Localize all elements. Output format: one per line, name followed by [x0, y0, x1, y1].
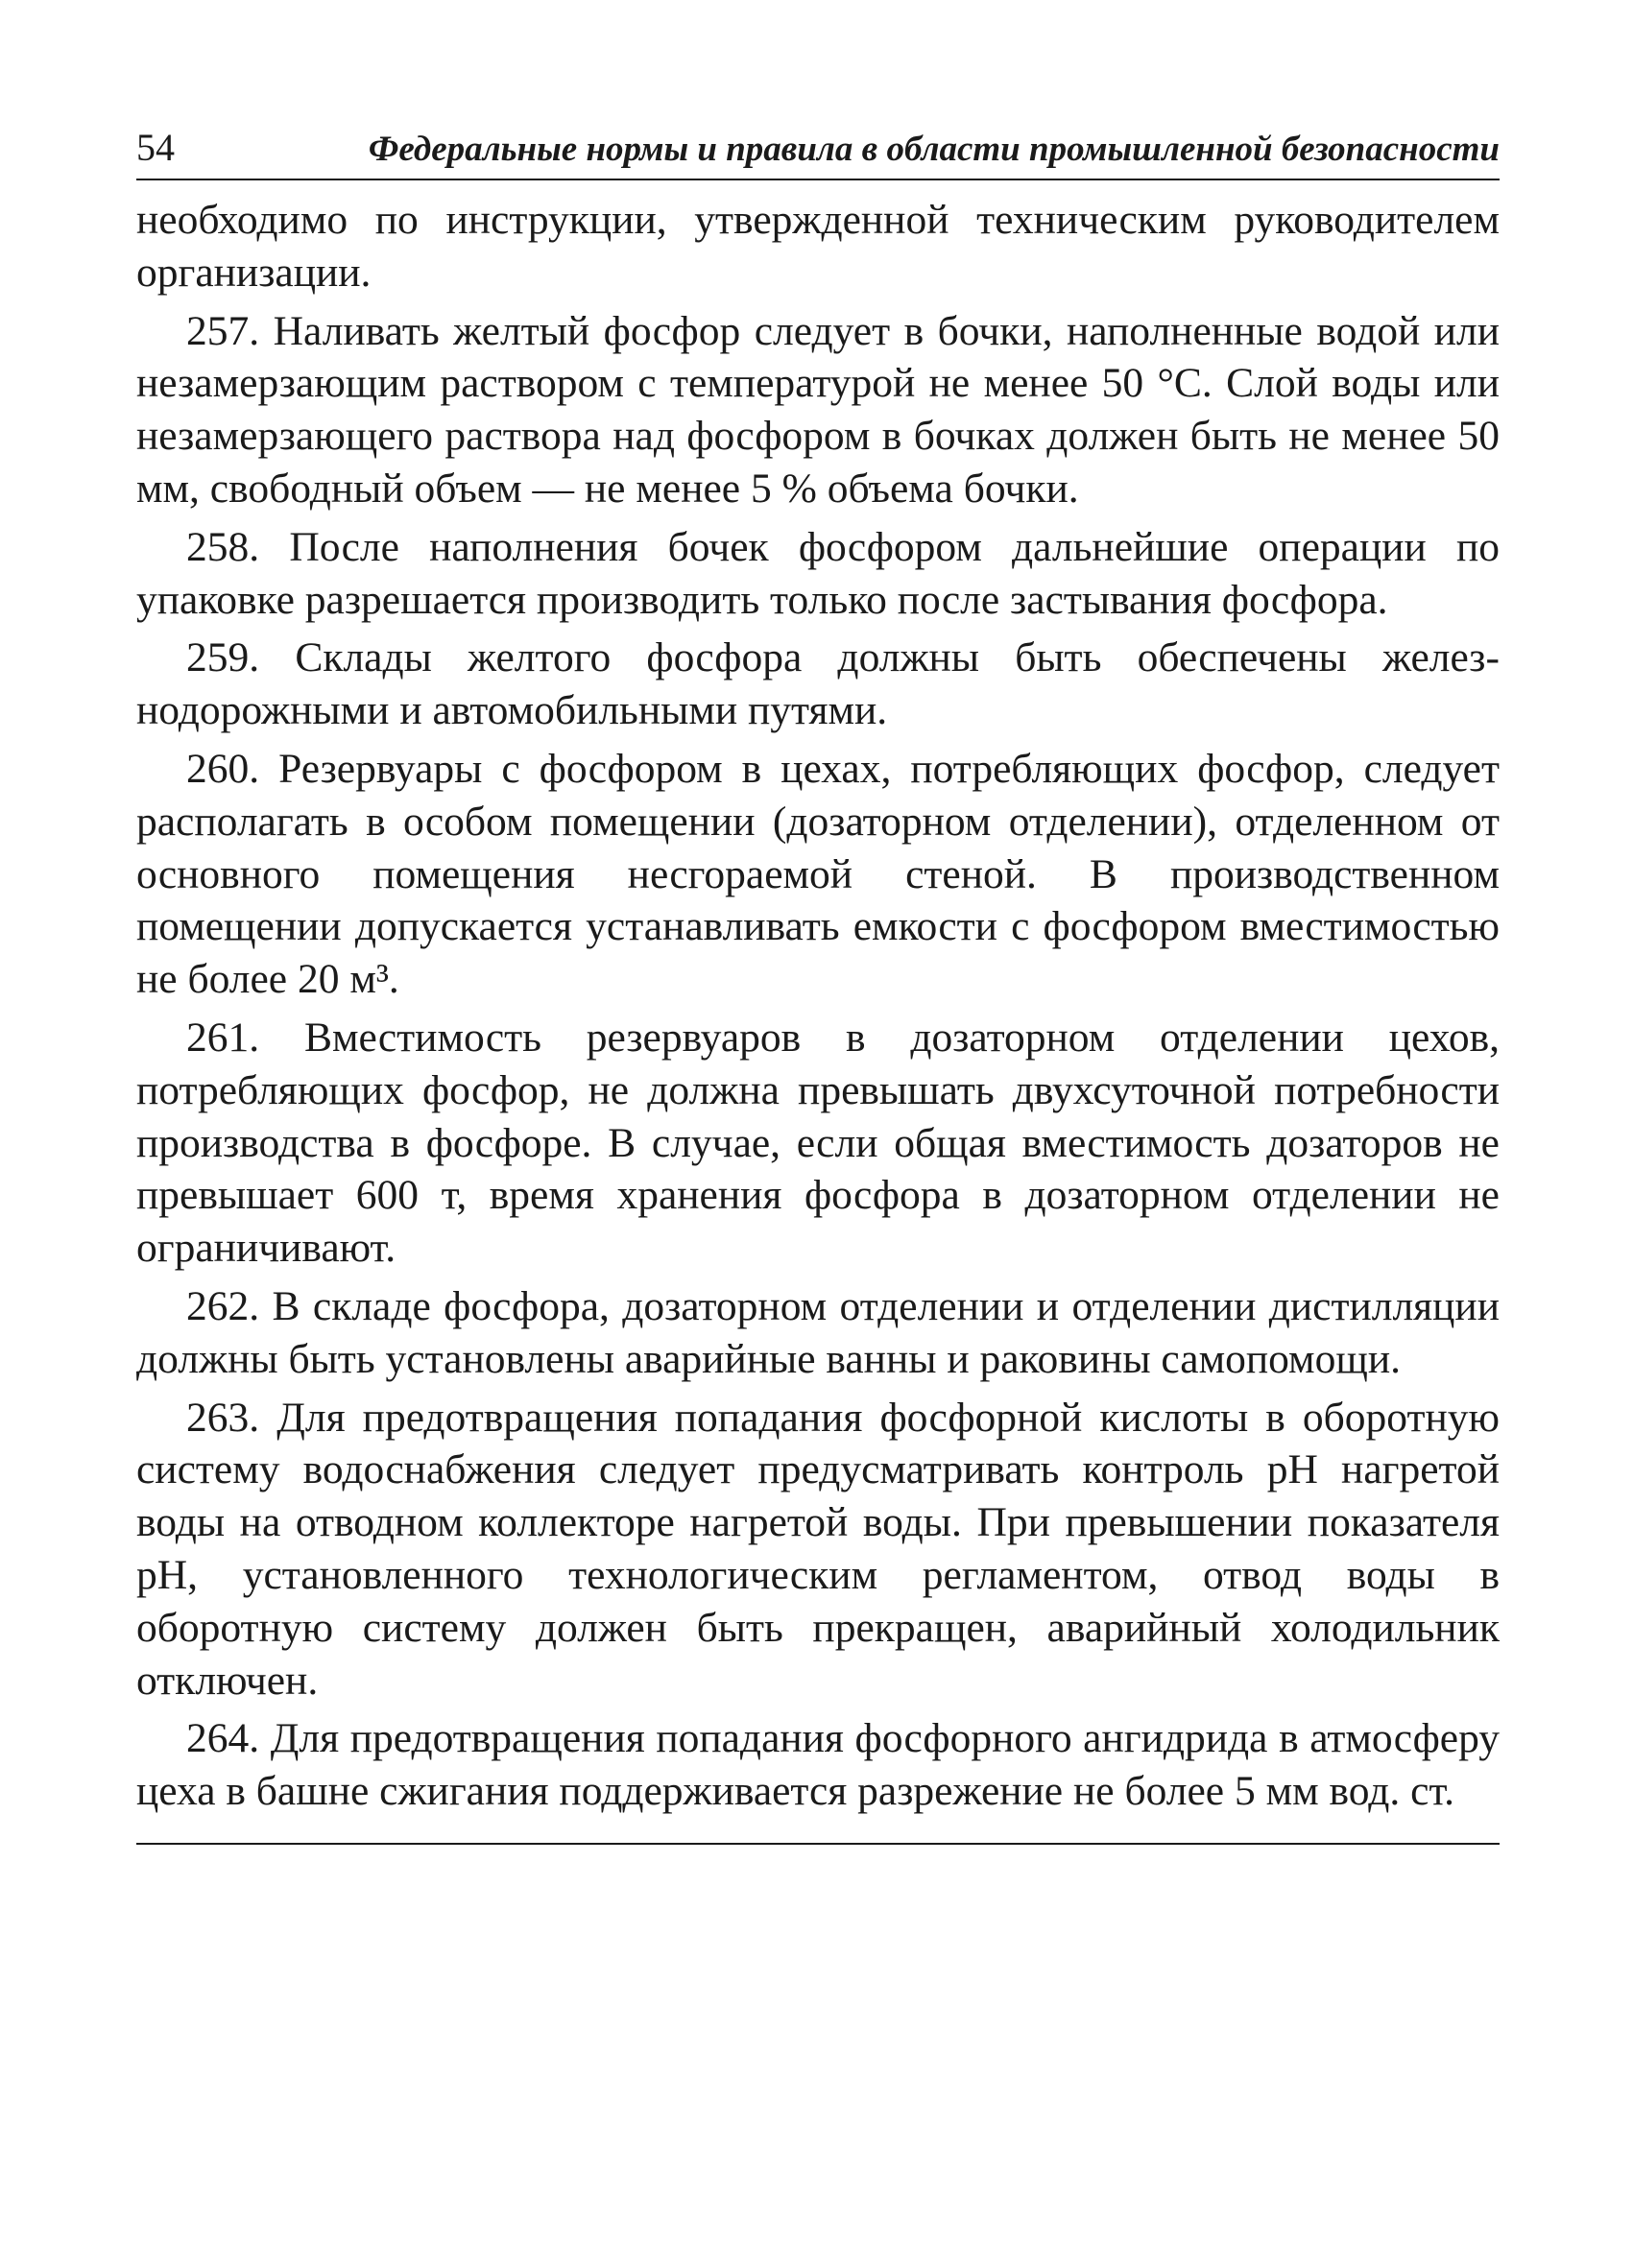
paragraph-text: Вместимость резервуаров в дозаторном отделении цехов, потребляющих фосфор, не должна превышать двухсуточной потребности производства в фосфоре. В случае, если общая вместимость дозаторов не превышает 600 т, время хранения фосфора в дозаторном отделении не ограничивают. [136, 1014, 1501, 1272]
paragraph-number: 261. [186, 1014, 260, 1061]
paragraph-264 [136, 1712, 1500, 1818]
paragraph-continuation [136, 194, 1500, 299]
paragraph-260 [136, 743, 1500, 1006]
paragraph-number: 264. [186, 1715, 260, 1762]
running-title: Федеральные нормы и правила в области промышленной безопасности [368, 130, 1500, 169]
paragraph-257 [136, 305, 1500, 515]
paragraph-number: 258. [186, 523, 260, 570]
paragraph-262 [136, 1280, 1500, 1386]
paragraph-text: Резервуары с фосфором в цехах, потребляющих фосфор, следует располагать в особом помещении (дозаторном отделении), отделенном от основного помещения несгораемой стеной. В производственном помещении допускается устанавливать емкости с фосфором вместимостью не более 20 м³. [136, 745, 1501, 1003]
paragraph-261 [136, 1012, 1500, 1275]
paragraph-text: Для предотвращения попадания фосфорного ангидрида в атмосферу цеха в башне сжигания поддерживается разрежение не более 5 мм вод. ст. [136, 1715, 1501, 1815]
page-number: 54 [136, 126, 175, 169]
paragraph-number: 262. [186, 1282, 260, 1329]
paragraph-number: 259. [186, 634, 260, 681]
paragraph-text: необходимо по инструкции, утвержденной техническим руководителем организации. [136, 197, 1500, 296]
paragraph-text: После наполнения бочек фосфором дальнейшие операции по упаковке разрешается производить только после застывания фосфора. [136, 523, 1501, 623]
paragraph-text: В складе фосфора, дозаторном отделении и отделении дистилляции должны быть установлены аварийные ванны и раковины самопомощи. [136, 1282, 1500, 1382]
paragraph-text: Для предотвращения попадания фосфорной кислоты в оборотную систему водоснабжения следует предусматривать контроль рН нагретой воды на отводном коллекторе нагретой воды. При превышении показателя рН, установленного технологическим регламентом, отвод воды в оборотную систему должен быть прекращен, аварийный холодильник отключен. [136, 1394, 1501, 1704]
bottom-divider [136, 1843, 1500, 1845]
paragraph-258 [136, 521, 1500, 627]
body-text [136, 194, 1500, 1818]
paragraph-number: 257. [186, 307, 260, 354]
paragraph-263 [136, 1392, 1500, 1707]
paragraph-text: Наливать желтый фосфор следует в бочки, наполненные водой или незамерзающим раствором с температурой не менее 50 °С. Слой воды или незамерзающего раствора над фосфором в бочках должен быть не менее 50 мм, свободный объем — не менее 5 % объема бочки. [136, 307, 1500, 512]
paragraph-text: Склады желтого фосфора должны быть обеспечены железнодорожными и автомобильными путями. [136, 634, 1500, 734]
running-header [136, 125, 1500, 180]
paragraph-259 [136, 632, 1500, 737]
document-page [136, 125, 1500, 1845]
paragraph-number: 263. [186, 1394, 260, 1441]
paragraph-number: 260. [186, 745, 260, 792]
